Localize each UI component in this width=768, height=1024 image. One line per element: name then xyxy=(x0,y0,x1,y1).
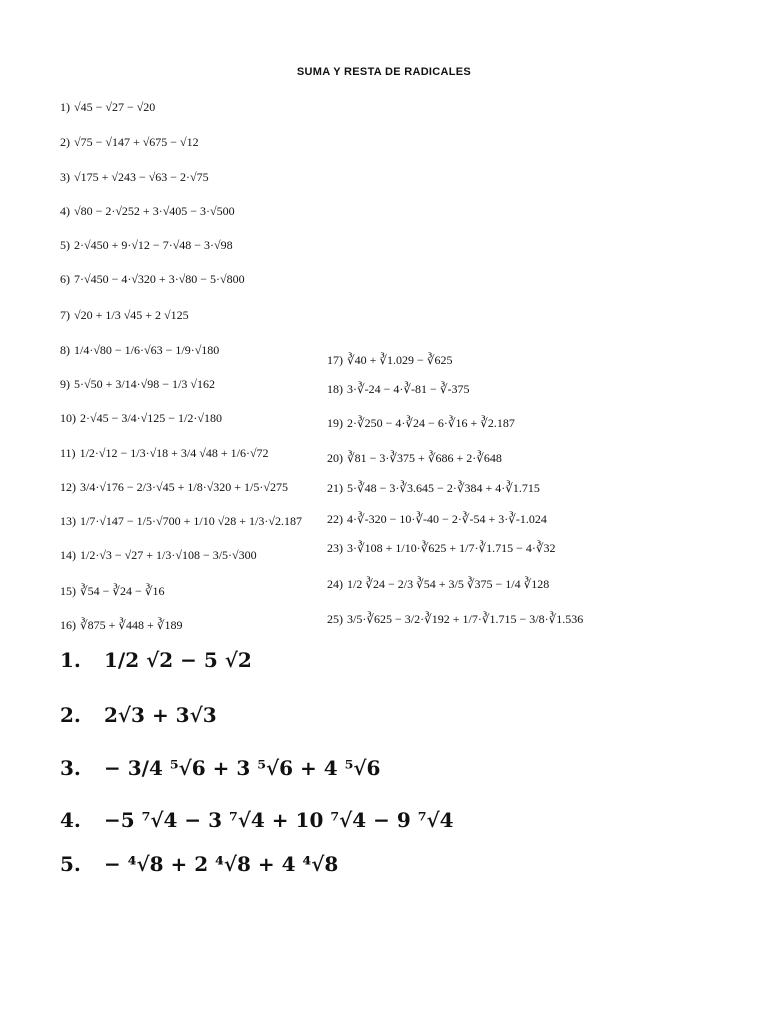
exercise-expression: √20 + 1/3 √45 + 2 √125 xyxy=(74,308,189,322)
exercise-number: 21) xyxy=(327,481,343,495)
exercise-expression: 4·∛-320 − 10·∛-40 − 2·∛-54 + 3·∛-1.024 xyxy=(347,512,547,526)
exercise-9 xyxy=(60,377,215,391)
exercise-number: 15) xyxy=(60,584,76,598)
exercise-number: 23) xyxy=(327,541,343,555)
exercise-expression: 7·√450 − 4·√320 + 3·√80 − 5·√800 xyxy=(74,272,245,286)
exercise-22 xyxy=(327,512,547,526)
exercise-11 xyxy=(60,446,269,460)
exercise-6 xyxy=(60,272,245,286)
exercise-number: 14) xyxy=(60,548,76,562)
bold-exercise-5 xyxy=(60,852,338,876)
exercise-10 xyxy=(60,411,222,425)
exercise-number: 2. xyxy=(60,703,81,727)
exercise-4 xyxy=(60,204,235,218)
exercise-number: 9) xyxy=(60,377,70,391)
exercise-expression: 1/2 √2 − 5 √2 xyxy=(104,648,252,672)
exercise-expression: 1/2·√12 − 1/3·√18 + 3/4 √48 + 1/6·√72 xyxy=(79,446,269,460)
exercise-expression: 3·∛-24 − 4·∛-81 − ∛-375 xyxy=(347,382,470,396)
exercise-16 xyxy=(60,618,182,632)
bold-exercise-4 xyxy=(60,808,454,832)
exercise-expression: √45 − √27 − √20 xyxy=(74,100,156,114)
exercise-expression: 2·∛250 − 4·∛24 − 6·∛16 + ∛2.187 xyxy=(347,416,515,430)
exercise-number: 11) xyxy=(60,446,76,460)
exercise-8 xyxy=(60,343,219,357)
bold-exercise-3 xyxy=(60,756,380,780)
exercise-expression: 1/2 ∛24 − 2/3 ∛54 + 3/5 ∛375 − 1/4 ∛128 xyxy=(347,577,550,591)
exercise-number: 7) xyxy=(60,308,70,322)
bold-exercise-2 xyxy=(60,703,217,727)
exercise-13 xyxy=(60,514,302,528)
exercise-expression: ∛875 + ∛448 + ∛189 xyxy=(80,618,183,632)
exercise-15 xyxy=(60,584,164,598)
exercise-21 xyxy=(327,481,540,495)
exercise-expression: − 3/4 ⁵√6 + 3 ⁵√6 + 4 ⁵√6 xyxy=(104,756,381,780)
exercise-expression: 3·∛108 + 1/10·∛625 + 1/7·∛1.715 − 4·∛32 xyxy=(347,541,556,555)
exercise-number: 10) xyxy=(60,411,76,425)
exercise-expression: ∛81 − 3·∛375 + ∛686 + 2·∛648 xyxy=(347,451,502,465)
exercise-2 xyxy=(60,135,199,149)
exercise-19 xyxy=(327,416,515,430)
exercise-expression: √80 − 2·√252 + 3·√405 − 3·√500 xyxy=(74,204,235,218)
exercise-number: 24) xyxy=(327,577,343,591)
exercise-number: 25) xyxy=(327,612,343,626)
exercise-25 xyxy=(327,612,583,626)
exercise-number: 8) xyxy=(60,343,70,357)
exercise-24 xyxy=(327,577,549,591)
exercise-number: 3) xyxy=(60,170,70,184)
exercise-number: 1. xyxy=(60,648,81,672)
exercise-18 xyxy=(327,382,469,396)
exercise-number: 5) xyxy=(60,238,70,252)
exercise-expression: −5 ⁷√4 − 3 ⁷√4 + 10 ⁷√4 − 9 ⁷√4 xyxy=(104,808,454,832)
exercise-expression: 5·∛48 − 3·∛3.645 − 2·∛384 + 4·∛1.715 xyxy=(347,481,540,495)
exercise-23 xyxy=(327,541,556,555)
exercise-number: 3. xyxy=(60,756,81,780)
exercise-number: 13) xyxy=(60,514,76,528)
exercise-expression: 1/4·√80 − 1/6·√63 − 1/9·√180 xyxy=(74,343,220,357)
exercise-7 xyxy=(60,308,189,322)
exercise-1 xyxy=(60,100,155,114)
exercise-expression: 1/2·√3 − √27 + 1/3·√108 − 3/5·√300 xyxy=(80,548,257,562)
exercise-expression: − ⁴√8 + 2 ⁴√8 + 4 ⁴√8 xyxy=(104,852,339,876)
exercise-17 xyxy=(327,353,452,367)
exercise-3 xyxy=(60,170,209,184)
exercise-expression: √75 − √147 + √675 − √12 xyxy=(74,135,199,149)
exercise-20 xyxy=(327,451,502,465)
bold-exercise-1 xyxy=(60,648,252,672)
exercise-number: 16) xyxy=(60,618,76,632)
exercise-number: 4) xyxy=(60,204,70,218)
exercise-number: 1) xyxy=(60,100,70,114)
exercise-number: 2) xyxy=(60,135,70,149)
exercise-expression: 2·√450 + 9·√12 − 7·√48 − 3·√98 xyxy=(74,238,233,252)
exercise-expression: 3/5·∛625 − 3/2·∛192 + 1/7·∛1.715 − 3/8·∛1.536 xyxy=(347,612,584,626)
exercise-expression: 2·√45 − 3/4·√125 − 1/2·√180 xyxy=(80,411,222,425)
exercise-number: 6) xyxy=(60,272,70,286)
exercise-number: 22) xyxy=(327,512,343,526)
exercise-number: 20) xyxy=(327,451,343,465)
exercise-number: 4. xyxy=(60,808,81,832)
exercise-12 xyxy=(60,480,288,494)
exercise-expression: 3/4·√176 − 2/3·√45 + 1/8·√320 + 1/5·√275 xyxy=(80,480,288,494)
exercise-expression: ∛54 − ∛24 − ∛16 xyxy=(80,584,165,598)
exercise-number: 5. xyxy=(60,852,81,876)
exercise-expression: 5·√50 + 3/14·√98 − 1/3 √162 xyxy=(74,377,215,391)
exercise-number: 17) xyxy=(327,353,343,367)
exercise-expression: √175 + √243 − √63 − 2·√75 xyxy=(74,170,209,184)
exercise-number: 12) xyxy=(60,480,76,494)
exercise-expression: 1/7·√147 − 1/5·√700 + 1/10 √28 + 1/3·√2.187 xyxy=(80,514,302,528)
page-title: SUMA Y RESTA DE RADICALES xyxy=(296,66,472,78)
exercise-expression: 2√3 + 3√3 xyxy=(104,703,217,727)
exercise-expression: ∛40 + ∛1.029 − ∛625 xyxy=(347,353,453,367)
exercise-number: 18) xyxy=(327,382,343,396)
exercise-5 xyxy=(60,238,233,252)
exercise-14 xyxy=(60,548,257,562)
exercise-number: 19) xyxy=(327,416,343,430)
